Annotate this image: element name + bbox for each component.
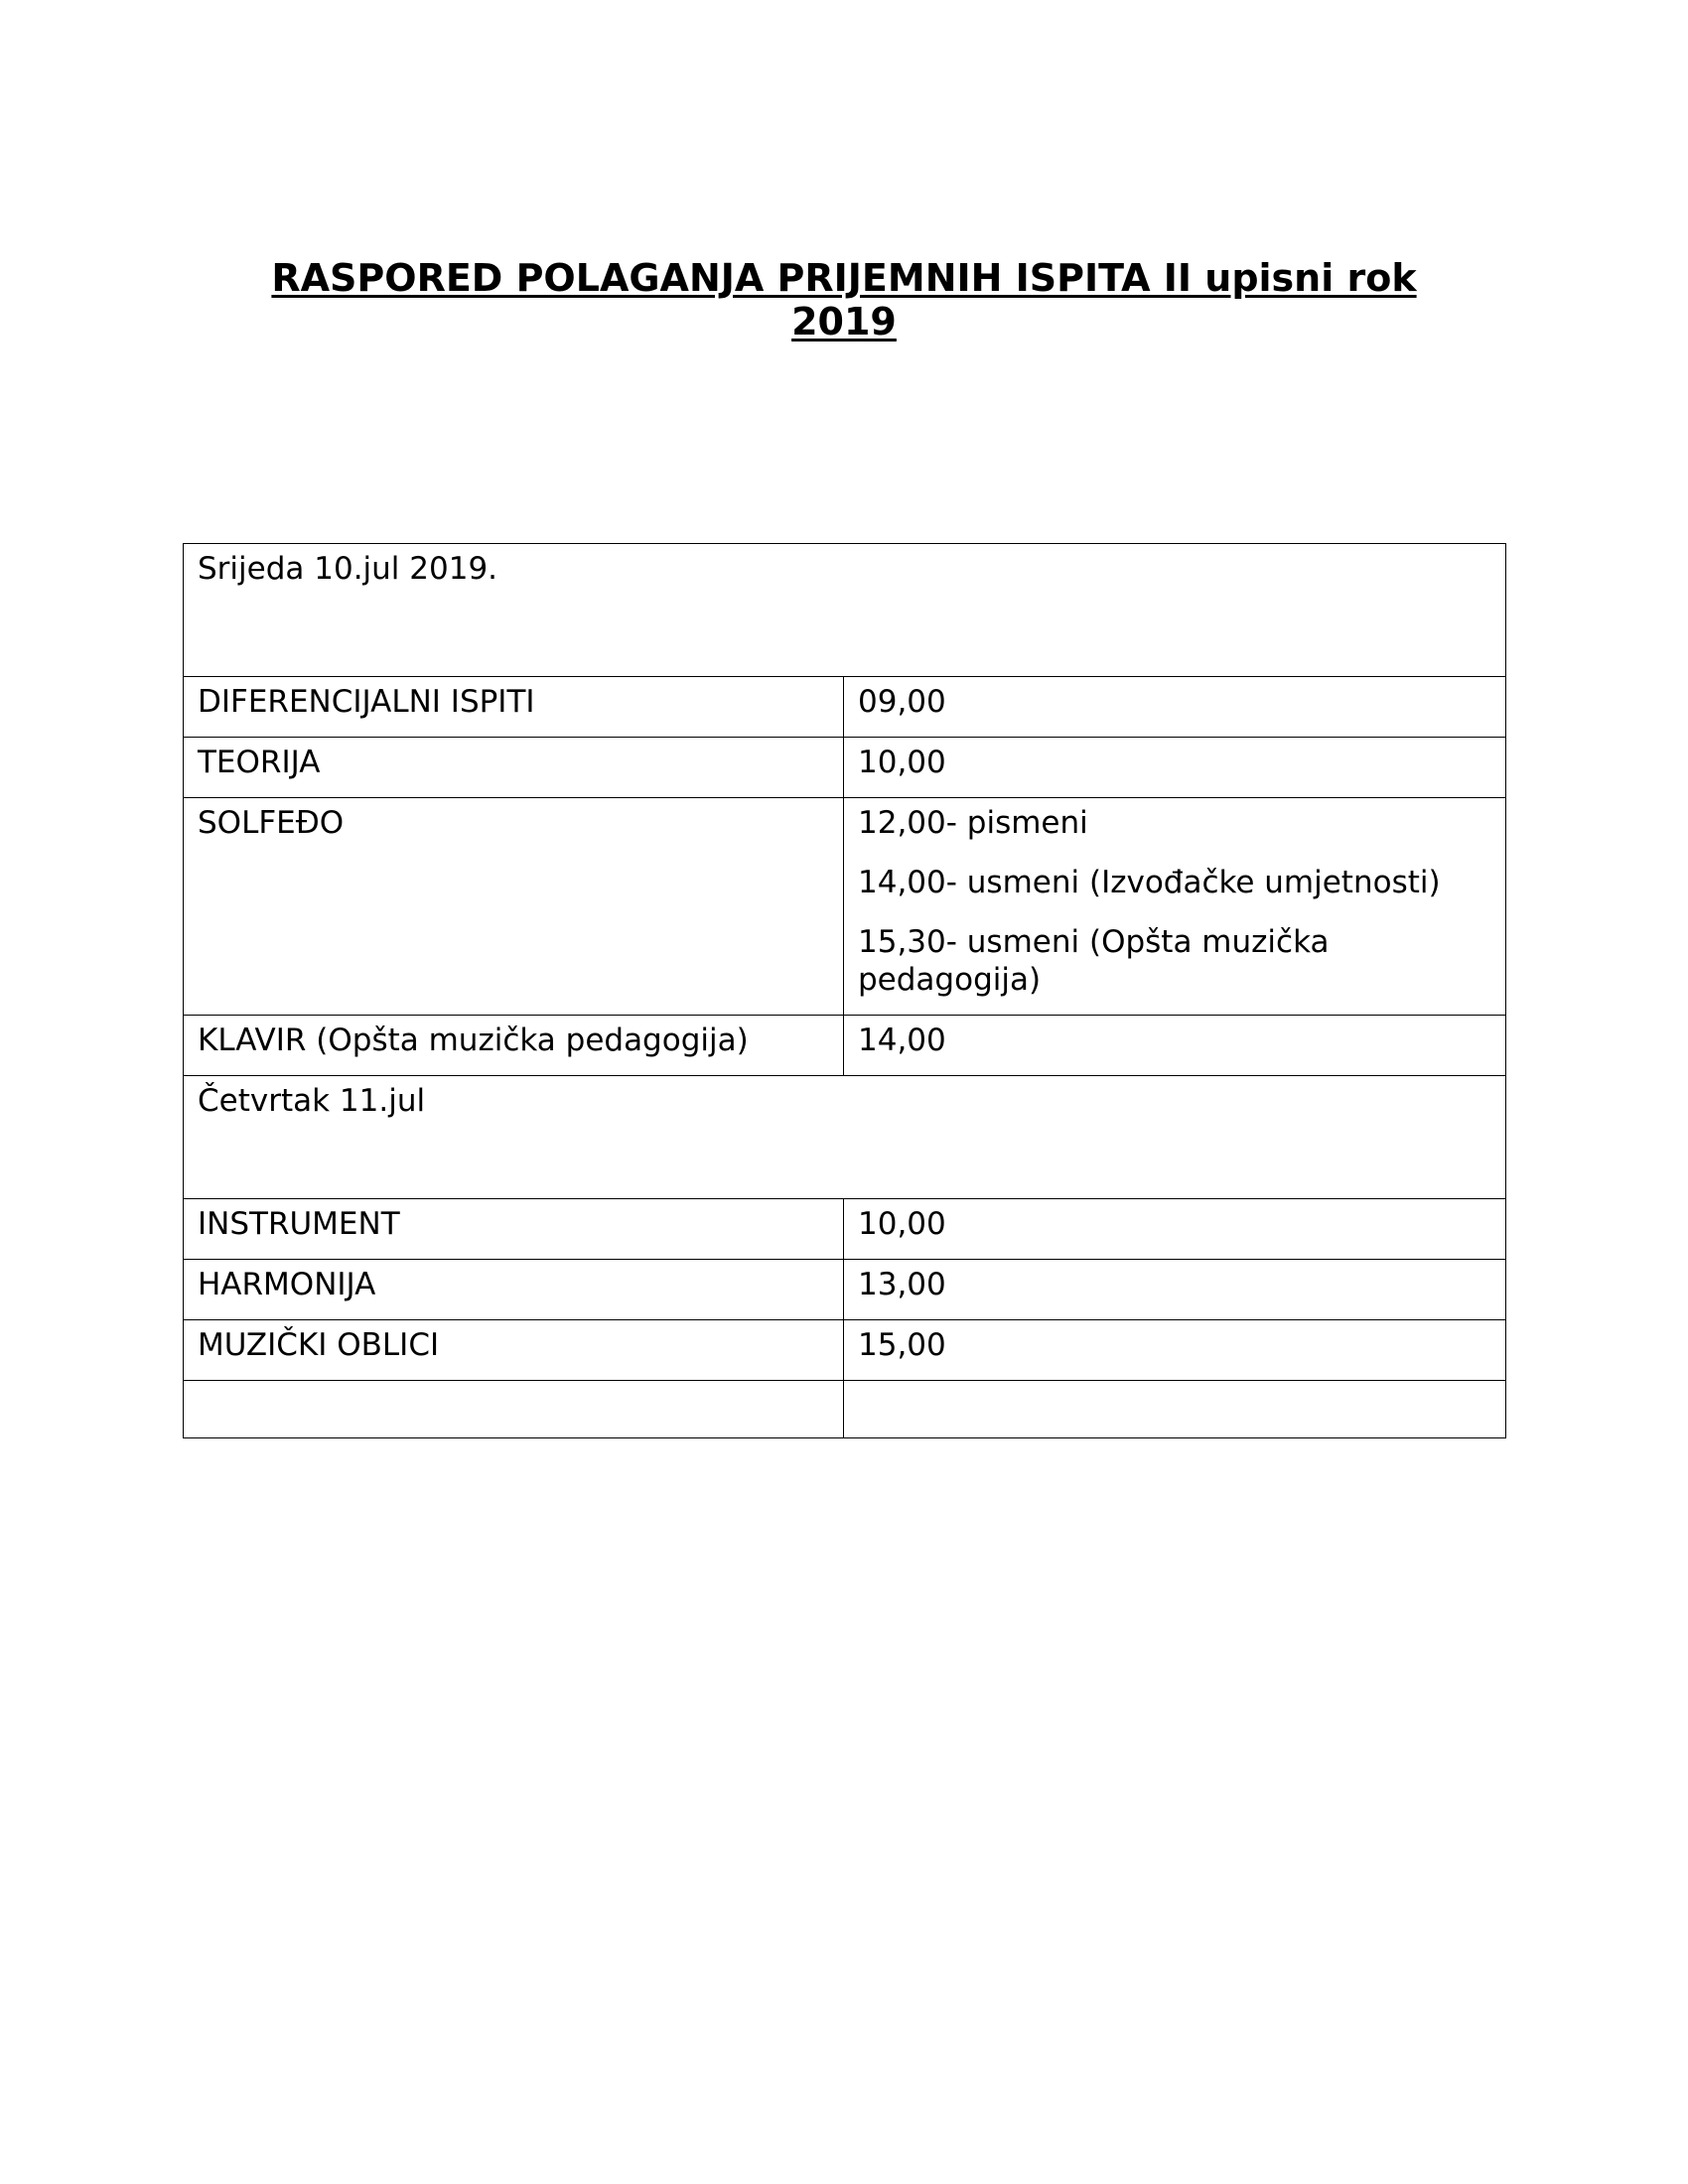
document-title: RASPORED POLAGANJA PRIJEMNIH ISPITA II upisni rok 2019 (271, 256, 1417, 343)
empty-cell (844, 1381, 1506, 1438)
time-cell: 14,00 (844, 1016, 1506, 1076)
time-cell: 10,00 (844, 1199, 1506, 1260)
time-cell: 15,00 (844, 1320, 1506, 1381)
table-row (184, 1016, 1506, 1076)
table-row (184, 738, 1506, 798)
table-row (184, 1260, 1506, 1320)
subject-cell: SOLFEĐO (184, 798, 844, 1016)
time-entry: 14,00- usmeni (Izvođačke umjetnosti) (858, 865, 1441, 900)
day-header: Četvrtak 11.jul (184, 1076, 1506, 1199)
table-row (184, 677, 1506, 738)
table-row (184, 798, 1506, 1016)
time-entry: 15,30- usmeni (Opšta muzička pedagogija) (858, 924, 1330, 998)
time-cell-multi (844, 798, 1506, 1016)
day-header-row (184, 1076, 1506, 1199)
subject-cell: DIFERENCIJALNI ISPITI (184, 677, 844, 738)
table-row (184, 1320, 1506, 1381)
subject-cell: MUZIČKI OBLICI (184, 1320, 844, 1381)
empty-cell (184, 1381, 844, 1438)
subject-cell: HARMONIJA (184, 1260, 844, 1320)
time-cell: 10,00 (844, 738, 1506, 798)
subject-cell: TEORIJA (184, 738, 844, 798)
subject-cell: KLAVIR (Opšta muzička pedagogija) (184, 1016, 844, 1076)
time-cell: 13,00 (844, 1260, 1506, 1320)
time-entry: 12,00- pismeni (858, 805, 1088, 841)
time-cell: 09,00 (844, 677, 1506, 738)
table-row (184, 1199, 1506, 1260)
day-header-row (184, 544, 1506, 677)
subject-cell: INSTRUMENT (184, 1199, 844, 1260)
exam-schedule-table (183, 543, 1506, 1438)
day-header: Srijeda 10.jul 2019. (184, 544, 1506, 677)
empty-row (184, 1381, 1506, 1438)
